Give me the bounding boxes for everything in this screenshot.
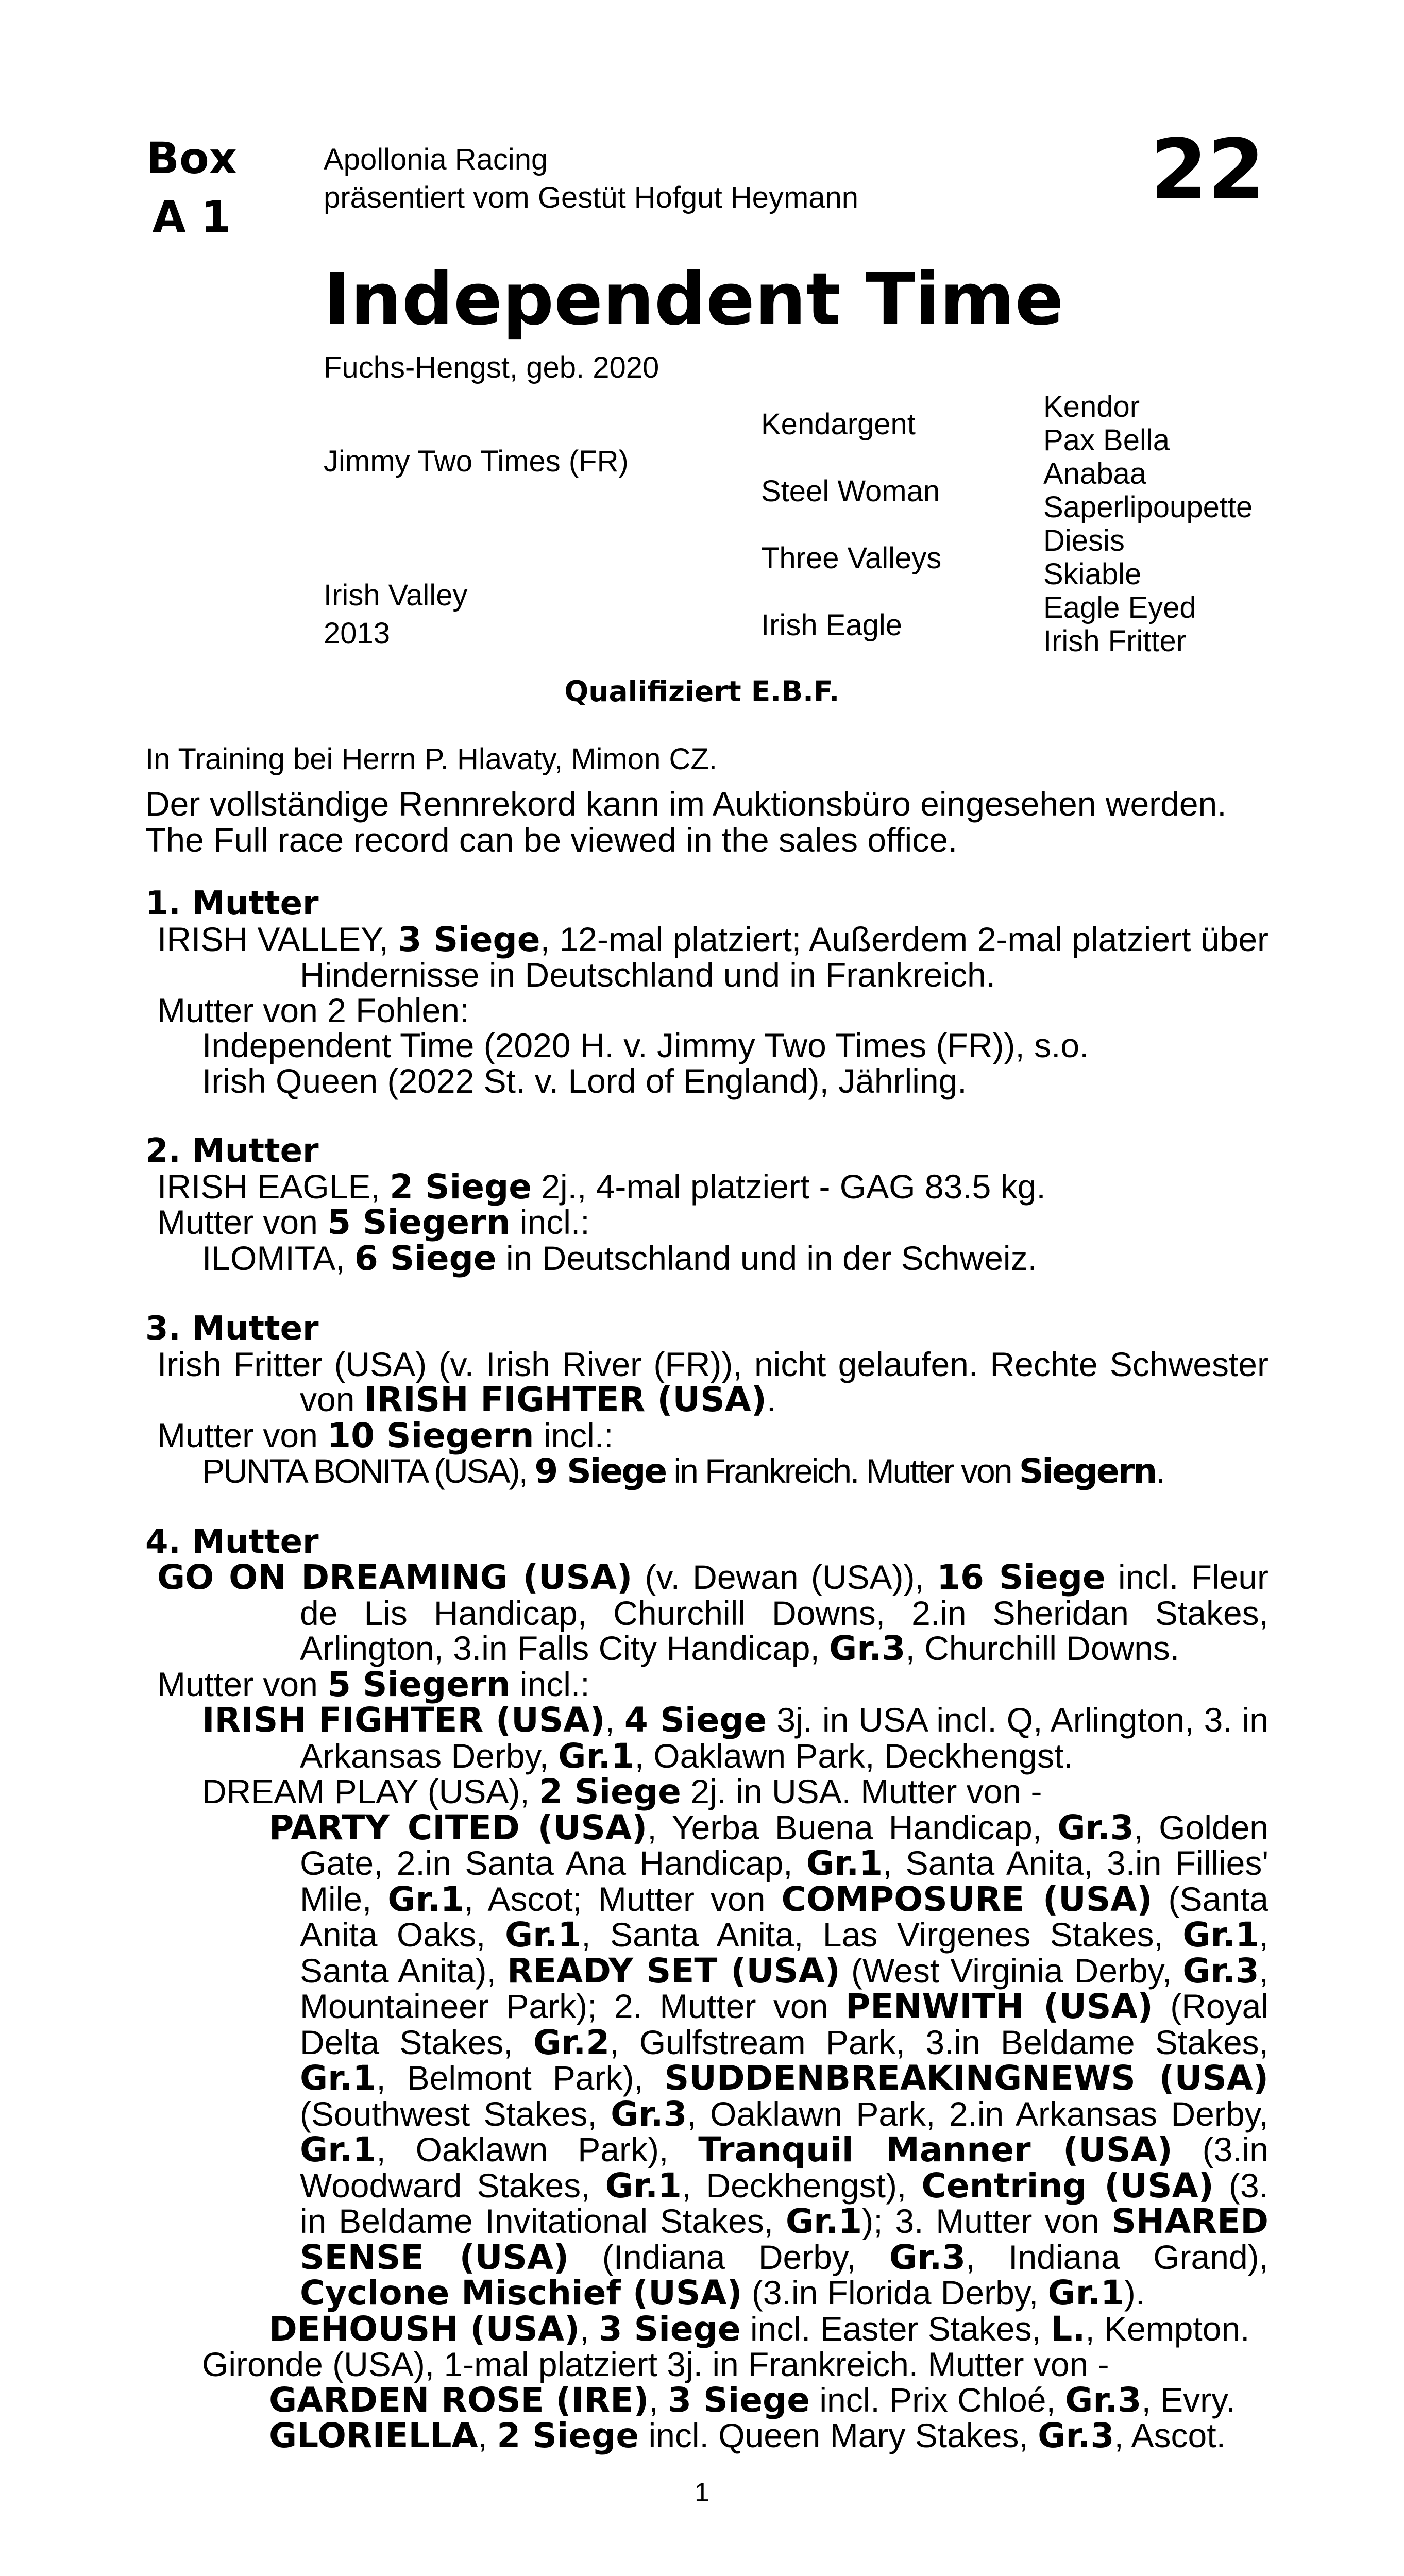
pedigree-gen3-6: Skiable	[1043, 557, 1142, 591]
qualification: Qualifiziert E.B.F.	[564, 675, 840, 708]
pedigree-gen3-8: Irish Fritter	[1043, 624, 1187, 658]
pedigree-sire-dam: Steel Woman	[761, 474, 940, 508]
horse-name: Independent Time	[324, 258, 1064, 342]
page-number: 1	[695, 2478, 709, 2507]
dam-4-grand-offspring-garden-rose: GARDEN ROSE (IRE), 3 Siege incl. Prix Chloé, Gr.3, Evry.	[269, 2380, 1236, 2420]
lot-number: 22	[1150, 121, 1265, 217]
horse-description: Fuchs-Hengst, geb. 2020	[324, 351, 659, 384]
dam-2-winners: Mutter von 5 Siegern incl.:	[157, 1202, 590, 1242]
dam-1-offspring-2: Irish Queen (2022 St. v. Lord of England), Jährling.	[202, 1061, 967, 1100]
box-label: Box	[146, 133, 237, 183]
dam-2-offspring-1: ILOMITA, 6 Siege in Deutschland und in der Schweiz.	[202, 1238, 1037, 1278]
pedigree-gen3-3: Anabaa	[1043, 457, 1146, 490]
section-heading-1: 1. Mutter	[145, 885, 319, 923]
consignor-presenter: präsentiert vom Gestüt Hofgut Heymann	[324, 181, 859, 214]
dam-3-entry: Irish Fritter (USA) (v. Irish River (FR)), nicht gelaufen. Rechte Schwester von IRISH FIGHTER (USA).	[157, 1345, 1268, 1419]
pedigree-dam: Irish Valley	[324, 579, 468, 612]
pedigree-dam-dam: Irish Eagle	[761, 608, 903, 642]
section-heading-2: 2. Mutter	[145, 1132, 319, 1170]
dam-1-offspring-1: Independent Time (2020 H. v. Jimmy Two Times (FR)), s.o.	[202, 1026, 1089, 1064]
pedigree-gen3-4: Saperlipoupette	[1043, 490, 1253, 524]
dam-1-offspring-count: Mutter von 2 Fohlen:	[157, 991, 469, 1029]
pedigree-gen3-7: Eagle Eyed	[1043, 591, 1196, 624]
race-record-note-en: The Full race record can be viewed in the sales office.	[145, 821, 958, 859]
pedigree-gen3-5: Diesis	[1043, 524, 1125, 557]
dam-4-grand-offspring-party-cited: PARTY CITED (USA), Yerba Buena Handicap, Gr.3, Golden Gate, 2.in Santa Ana Handicap, Gr.1, Santa Anita, 3.in Fillies' Mile, Gr.1, Ascot; Mutter von COMPOSURE (USA) (Santa Anita Oaks, Gr.1, Santa Anita, Las Virgenes Stakes, Gr.1, Santa Anita), READY SET (USA) (West Virginia Derby, Gr.3, Mountaineer Park); 2. Mutter von PENWITH (USA) (Royal Delta Stakes, Gr.2, Gulfstream Park, 3.in Beldame Stakes, Gr.1, Belmont Park), SUDDENBREAKINGNEWS (USA) (Southwest Stakes, Gr.3, Oaklawn Park, 2.in Arkansas Derby, Gr.1, Oaklawn Park), Tranquil Manner (USA) (3.in Woodward Stakes, Gr.1, Deckhengst), Centring (USA) (3. in Beldame Invitational Stakes, Gr.1); 3. Mutter von SHARED SENSE (USA) (Indiana Derby, Gr.3, Indiana Grand), Cyclone Mischief (USA) (3.in Florida Derby, Gr.1).	[269, 1807, 1269, 2313]
dam-4-grand-offspring-dehoush: DEHOUSH (USA), 3 Siege incl. Easter Stakes, L., Kempton.	[269, 2309, 1250, 2349]
race-record-note	[145, 786, 1227, 858]
dam-1-entry: IRISH VALLEY, 3 Siege, 12-mal platziert; Außerdem 2-mal platziert über Hindernisse in Deutschland und in Frankreich.	[157, 919, 1269, 994]
dam-4-offspring-gironde: Gironde (USA), 1-mal platziert 3j. in Frankreich. Mutter von -	[202, 2345, 1109, 2383]
pedigree-gen3-1: Kendor	[1043, 390, 1140, 423]
dam-3-winners: Mutter von 10 Siegern incl.:	[157, 1415, 614, 1455]
pedigree-dam-sire: Three Valleys	[761, 541, 942, 575]
dam-4-entry: GO ON DREAMING (USA) (v. Dewan (USA)), 16 Siege incl. Fleur de Lis Handicap, Churchill Downs, 2.in Sheridan Stakes, Arlington, 3.in Falls City Handicap, Gr.3, Churchill Downs.	[157, 1557, 1269, 1668]
dam-2-entry: IRISH EAGLE, 2 Siege 2j., 4-mal platziert - GAG 83.5 kg.	[157, 1166, 1046, 1207]
consignor-name: Apollonia Racing	[324, 143, 548, 176]
pedigree-sire: Jimmy Two Times (FR)	[324, 445, 629, 478]
pedigree-gen3-2: Pax Bella	[1043, 423, 1170, 457]
dam-3-offspring-1: PUNTA BONITA (USA), 9 Siege in Frankreich. Mutter von Siegern.	[202, 1451, 1164, 1491]
section-heading-3: 3. Mutter	[145, 1310, 319, 1348]
dam-4-offspring-dream-play: DREAM PLAY (USA), 2 Siege 2j. in USA. Mutter von -	[202, 1772, 1042, 1811]
training-info: In Training bei Herrn P. Hlavaty, Mimon CZ.	[145, 742, 717, 776]
dam-4-offspring-irish-fighter: IRISH FIGHTER (USA), 4 Siege 3j. in USA incl. Q, Arlington, 3. in Arkansas Derby, Gr.1, Oaklawn Park, Deckhengst.	[202, 1700, 1268, 1776]
race-record-note-de: Der vollständige Rennrekord kann im Auktionsbüro eingesehen werden.	[145, 785, 1227, 823]
box-number: A 1	[152, 192, 231, 242]
dam-line	[145, 886, 1268, 2454]
dam-4-grand-offspring-gloriella: GLORIELLA, 2 Siege incl. Queen Mary Stakes, Gr.3, Ascot.	[269, 2416, 1226, 2455]
dam-4-winners: Mutter von 5 Siegern incl.:	[157, 1664, 590, 1704]
pedigree-sire-sire: Kendargent	[761, 408, 916, 441]
section-heading-4: 4. Mutter	[145, 1522, 319, 1561]
pedigree-dam-year: 2013	[324, 617, 391, 650]
